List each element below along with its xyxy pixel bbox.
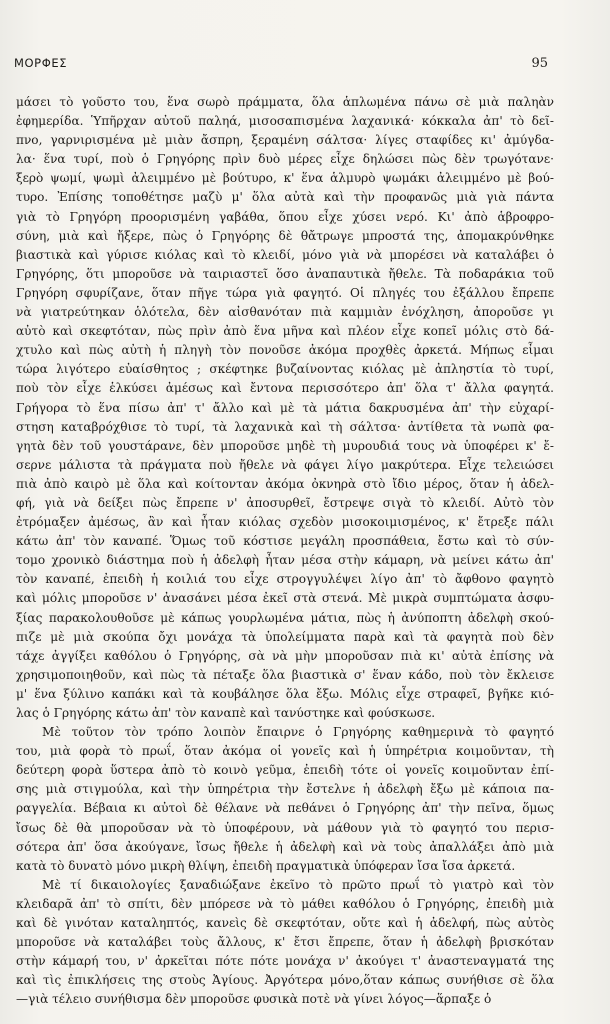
text-line: κάτω ἀπ' τὸν καναπέ. Ὅμως τοῦ κόστισε μεγάλη προσπάθεια, ἔστω καὶ τὸ σύν- bbox=[16, 534, 554, 549]
text-line: του, μιὰ φορὰ τὸ πρωΐ, ὅταν ἀκόμα οἱ γονεῖς καὶ ἡ ὑπηρέτρια κοιμοῦνταν, τὴ bbox=[16, 744, 554, 759]
text-line: κατὰ τὸ δυνατὸ μόνο μικρὴ θλίψη, ἐπειδὴ πραγματικὰ ὑπόφεραν ἴσα ἴσα ἀρκετά. bbox=[16, 858, 516, 873]
text-line: στὴν κάμαρή του, ν' ἀρκεῖται πότε πότε μονάχα ν' ἀκούγει τ' ἀναστεναγματά της bbox=[16, 954, 554, 969]
text-line: τυρο. Ἐπίσης τοποθέτησε μαζὺ μ' ὅλα αὐτὰ καὶ τὴν προφανῶς μιὰ γιὰ πάντα bbox=[16, 190, 554, 205]
text-line: Μὲ τί δικαιολογίες ξαναδιώξανε ἐκεῖνο τὸ πρῶτο πρωΐ τὸ γιατρὸ καὶ τὸν bbox=[42, 877, 554, 892]
text-line: φή, γιὰ νὰ δείξει πὼς ἔπρεπε ν' ἀποσυρθεῖ, ἔστρεψε σιγὰ τὸ κλειδί. Αὐτὸ τὸν bbox=[16, 495, 554, 510]
text-line: τώρα λιγότερο εὐαίσθητος ; σκέφτηκε βυζαίνοντας κιόλας μὲ ἀπληστία τὸ τυρί, bbox=[16, 362, 554, 377]
text-line: Γρηγόρης, ὅτι μποροῦσε νὰ ταιριαστεῖ ὅσο ἀναπαυτικὰ ἤθελε. Τὰ ποδαράκια τοῦ bbox=[16, 266, 554, 281]
text-line: γιὰ τὸ Γρηγόρη προορισμένη γαβάθα, ὅπου εἶχε χύσει νερό. Κι' ἀπὸ ἁβροφρο- bbox=[16, 209, 554, 224]
text-line: νὰ γιατρεύτηκαν ὁλότελα, δὲν αἰσθανόταν πιὰ καμμιὰν ἐνόχληση, ἀποροῦσε γι bbox=[16, 305, 554, 320]
text-line: γητὰ δὲν τοῦ γουστάρανε, δὲν μποροῦσε μηδὲ τὴ μυρουδιά τους νὰ ὑποφέρει κ' ἔ- bbox=[16, 438, 554, 453]
text-line: ξερὸ ψωμί, ψωμὶ ἀλειμμένο μὲ βούτυρο, κ' ἕνα ἁλμυρὸ ψωμάκι ἀλειμμένο μὲ βού- bbox=[16, 171, 554, 186]
text-line: Γρηγόρη σφυρίζανε, ὅταν πῆγε τώρα γιὰ φαγητό. Οἱ πληγές του ἐξάλλου ἔπρεπε bbox=[16, 285, 554, 300]
page-number: 95 bbox=[531, 56, 548, 71]
text-line: χτυλο καὶ πὼς αὐτὴ ἡ πληγὴ τὸν πονοῦσε ἀκόμα προχθὲς ἀρκετά. Μήπως εἶμαι bbox=[16, 343, 554, 358]
text-line: ποὺ τὸν εἶχε ἑλκύσει ἀμέσως καὶ ἔντονα περισσότερο ἀπ' ὅλα τ' ἄλλα φαγητά. bbox=[16, 381, 554, 396]
text-line: μποροῦσε νὰ καταλάβει τοὺς ἄλλους, κ' ἔτσι ἔπρεπε, ὅταν ἡ ἀδελφὴ βρισκόταν bbox=[16, 935, 554, 950]
text-line: βιαστικὰ καὶ γύρισε κιόλας καὶ τὸ κλειδί, μόνο γιὰ νὰ μπορέσει νὰ καταλάβει ὁ bbox=[16, 247, 554, 262]
text-line: ἴσως δὲ θὰ μποροῦσαν νὰ τὸ ὑποφέρουν, νὰ μάθουν γιὰ τὸ φαγητό του περισ- bbox=[16, 820, 554, 835]
text-line: μάσει τὸ γοῦστο του, ἕνα σωρὸ πράμματα, ὅλα ἁπλωμένα πάνω σὲ μιὰ παληὰν bbox=[16, 95, 554, 109]
text-line: καὶ μόλις μποροῦσε ν' ἀνασάνει μέσα ἐκεῖ στὰ στενά. Μὲ μικρὰ συμπτώματα ἀσφυ- bbox=[16, 591, 554, 606]
text-line: λα· ἕνα τυρί, ποὺ ὁ Γρηγόρης πρὶν δυὸ μέρες εἶχε δηλώσει πὼς δὲν τρωγότανε· bbox=[16, 152, 554, 167]
text-line: κλειδαρᾶ ἀπ' τὸ σπίτι, δὲν μπόρεσε νὰ τὸ μάθει καθόλου ὁ Γρηγόρης, ἐπειδὴ μιὰ bbox=[16, 896, 554, 911]
text-line: δεύτερη φορὰ ὕστερα ἀπὸ τὸ κοινὸ γεῦμα, ἐπειδὴ τότε οἱ γονεῖς κοιμοῦνταν ἐπί- bbox=[16, 763, 554, 778]
text-line: στηση καταβρόχθισε τὸ τυρί, τὰ λαχανικὰ καὶ τὴ σάλτσα· ἀντίθετα τὰ νωπὰ φα- bbox=[16, 419, 554, 434]
text-line: σότερα ἀπ' ὅσα ἀκούγανε, ἴσως ἤθελε ἡ ἀδελφὴ καὶ νὰ τοὺς ἀπαλλάξει ἀπὸ μιὰ bbox=[16, 839, 554, 854]
text-line: λας ὁ Γρηγόρης κάτω ἀπ' τὸν καναπὲ καὶ τανύστηκε καὶ φούσκωσε. bbox=[16, 706, 436, 720]
text-line: ἐτρόμαξεν ἀμέσως, ἂν καὶ ἦταν κιόλας σχεδὸν μισοκοιμισμένος, κ' ἔτρεξε πάλι bbox=[16, 515, 554, 530]
text-line: Γρήγορα τὸ ἕνα πίσω ἀπ' τ' ἄλλο καὶ μὲ τὰ μάτια δακρυσμένα ἀπ' τὴν εὐχαρί- bbox=[16, 400, 554, 415]
text-line: μ' ἕνα ξύλινο καπάκι καὶ τὰ κουβάλησε ὅλα ἔξω. Μόλις εἶχε στραφεῖ, βγῆκε κιό- bbox=[16, 686, 554, 701]
text-line: πιζε μὲ μιὰ σκούπα ὄχι μονάχα τὰ ὑπολείμματα παρὰ καὶ τὰ φαγητὰ ποὺ δὲν bbox=[16, 629, 554, 644]
text-line: Μὲ τοῦτον τὸν τρόπο λοιπὸν ἔπαιρνε ὁ Γρηγόρης καθημερινὰ τὸ φαγητό bbox=[42, 725, 554, 740]
text-line: ἐφημερίδα. Ὑπῆρχαν αὐτοῦ παληά, μισοσαπισμένα λαχανικά· κόκκαλα ἀπ' τὸ δεῖ- bbox=[16, 114, 554, 129]
paragraph bbox=[16, 93, 554, 723]
text-line: πιὰ ἀπὸ καιρὸ μὲ ὅλα καὶ κοίτονταν ἀκόμα ὀκνηρὰ στὸ ἴδιο μέρος, ὅταν ἡ ἀδελ- bbox=[16, 476, 554, 491]
paragraph bbox=[16, 876, 554, 1010]
text-line: αὐτὸ καὶ σκεφτόταν, πὼς πρὶν ἀπὸ ἕνα μῆνα καὶ πλέον εἶχε κοπεῖ μόλις στὸ δά- bbox=[16, 324, 554, 339]
body-text bbox=[16, 93, 554, 1010]
text-line: καὶ δὲ γινόταν καταληπτός, κανεὶς δὲ σκεφτόταν, οὔτε καὶ ἡ ἀδελφή, πὼς αὐτὸς bbox=[16, 916, 554, 931]
text-line: τὸν καναπέ, ἐπειδὴ ἡ κοιλιά του εἶχε στρογγυλέψει λίγο ἀπ' τὸ ἄφθονο φαγητὸ bbox=[16, 572, 554, 587]
running-title: ΜΟΡΦΕΣ bbox=[14, 56, 68, 70]
text-line: ραγγελία. Βέβαια κι αὐτοὶ δὲ θέλανε νὰ πεθάνει ὁ Γρηγόρης ἀπ' τὴν πεῖνα, ὅμως bbox=[16, 801, 554, 816]
text-line: τομο χρονικὸ διάστημα ποὺ ἡ ἀδελφὴ ἦταν μέσα στὴν κάμαρη, νὰ μείνει κάτω ἀπ' bbox=[16, 553, 554, 568]
text-line: σης μιὰ στιγμούλα, καὶ τὴν ὑπηρέτρια τὴν ἔστελνε ἡ ἀδελφὴ ἔξω μὲ κάποια πα- bbox=[16, 782, 554, 797]
text-line: σύνη, μιὰ καὶ ἤξερε, πὼς ὁ Γρηγόρης δὲ θἄτρωγε μπροστά της, ἀπομακρύνθηκε bbox=[16, 228, 554, 243]
text-line: τάχε ἀγγίξει καθόλου ὁ Γρηγόρης, σὰ νὰ μὴν μποροῦσαν πιὰ κι' αὐτὰ ἐπίσης νὰ bbox=[16, 648, 554, 663]
text-line: καὶ τὶς ἐπικλήσεις της στοὺς Ἁγίους. Ἀργότερα μόνο,ὅταν κάπως συνήθισε σὲ ὅλα bbox=[16, 973, 554, 988]
text-line: ξίας παρακολουθοῦσε μὲ κάπως γουρλωμένα μάτια, πὼς ἡ ἀνύποπτη ἀδελφὴ σκού- bbox=[16, 610, 554, 625]
text-line: χρησιμοποιηθοῦν, καὶ πὼς τὰ πέταξε ὅλα βιαστικὰ σ' ἕναν κάδο, ποὺ τὸν ἔκλεισε bbox=[16, 667, 554, 682]
text-line: —γιὰ τέλειο συνήθισμα δὲν μποροῦσε φυσικὰ ποτὲ νὰ γίνει λόγος—ἅρπαξε ὁ bbox=[16, 992, 492, 1007]
paragraph bbox=[16, 723, 554, 876]
text-line: σερνε μάλιστα τὰ πράγματα ποὺ ἤθελε νὰ φάγει λίγο μακρύτερα. Εἶχε τελειώσει bbox=[16, 457, 554, 472]
text-line: πνο, γαρνιρισμένα μὲ μιὰν ἄσπρη, ξεραμένη σάλτσα· λίγες σταφίδες κι' ἀμύγδα- bbox=[16, 133, 554, 148]
page-header bbox=[14, 56, 548, 74]
